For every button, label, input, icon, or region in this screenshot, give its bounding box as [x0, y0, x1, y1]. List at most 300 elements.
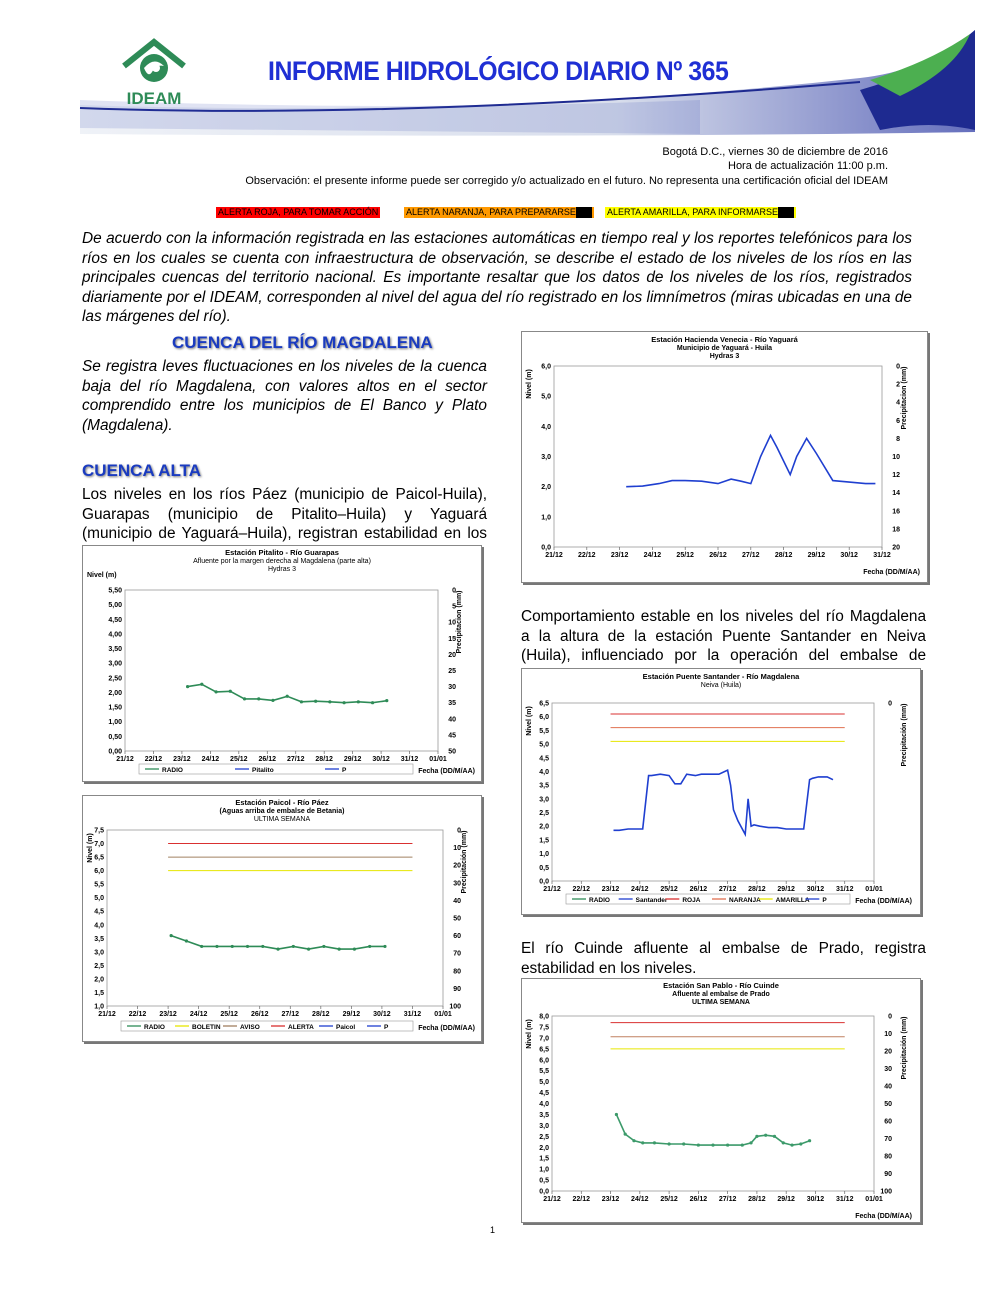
x-tick-label: 31/12 [835, 886, 854, 893]
chart-subtitle-2: ULTIMA SEMANA [253, 816, 311, 823]
y2-tick-label: 90 [453, 985, 461, 993]
y2-tick-label: 35 [448, 700, 456, 708]
plot-area [552, 1016, 874, 1191]
data-point [624, 1133, 627, 1136]
data-point [229, 690, 232, 693]
data-point [246, 945, 249, 948]
y2-tick-label: 25 [448, 668, 456, 675]
chart-subtitle: Municipio de Yaguará - Huila [676, 345, 773, 352]
y2-tick-label: 20 [453, 862, 461, 870]
x-tick-label: 21/12 [543, 886, 561, 893]
y-tick-label: 7,0 [94, 841, 104, 849]
series-line [616, 1114, 809, 1145]
data-point [790, 1143, 793, 1146]
data-point [292, 945, 295, 948]
x-tick-label: 01/01 [429, 756, 447, 763]
y2-tick-label: 10 [448, 619, 456, 627]
observation-line: Observación: el presente informe puede ser corregido y/o actualizado en el futuro. No representa una certificación oficial del IDEAM [245, 175, 888, 187]
y-tick-label: 0,0 [541, 544, 551, 552]
y-tick-label: 4,5 [94, 908, 104, 916]
y2-tick-label: 10 [884, 1031, 892, 1038]
y-tick-label: 3,0 [539, 1122, 549, 1130]
y-tick-label: 3,5 [539, 782, 549, 790]
report-title: INFORME HIDROLÓGICO DIARIO Nº 365 [268, 56, 729, 86]
y2-tick-label: 40 [884, 1083, 892, 1091]
x-tick-label: 27/12 [742, 552, 760, 559]
x-tick-label: 28/12 [312, 1011, 330, 1018]
chart-subtitle: Afluente por la margen derecha al Magdalena (parte alta) [193, 558, 371, 565]
y2-tick-label: 50 [453, 915, 461, 923]
y-tick-label: 2,0 [94, 976, 104, 984]
x-tick-label: 23/12 [610, 552, 629, 559]
y-tick-label: 3,0 [539, 796, 549, 804]
x-axis-label: Fecha (DD/M/AA) [855, 898, 912, 905]
x-tick-label: 21/12 [545, 552, 563, 559]
y-tick-label: 7,5 [539, 1024, 549, 1032]
y-tick-label: 2,5 [94, 962, 104, 970]
y2-axis-label: Precipitacion (mm) [456, 590, 463, 654]
y-tick-label: 6,0 [539, 714, 549, 722]
legend-label: P [384, 1024, 389, 1031]
plot-area [554, 366, 882, 547]
x-tick-label: 24/12 [643, 552, 662, 559]
y2-tick-label: 100 [449, 1003, 461, 1011]
x-tick-label: 22/12 [128, 1011, 147, 1018]
x-tick-label: 29/12 [777, 886, 795, 893]
y2-tick-label: 60 [884, 1118, 892, 1126]
y-tick-label: 0,50 [108, 733, 122, 741]
update-line: Hora de actualización 11:00 p.m. [728, 160, 888, 172]
y-tick-label: 7,5 [94, 827, 104, 835]
y2-tick-label: 0 [457, 827, 461, 835]
y2-tick-label: 14 [892, 490, 900, 498]
plot-area [107, 830, 443, 1006]
data-point [697, 1143, 700, 1146]
data-point [641, 1141, 644, 1144]
y-tick-label: 6,0 [539, 1057, 549, 1065]
y-tick-label: 0,00 [108, 748, 122, 756]
chart-pitalito [82, 545, 482, 782]
x-tick-label: 28/12 [748, 1196, 766, 1203]
y-tick-label: 6,0 [94, 868, 104, 876]
chart-santander-svg [522, 669, 920, 914]
y2-tick-label: 0 [888, 1013, 892, 1021]
x-tick-label: 21/12 [98, 1011, 116, 1018]
y2-tick-label: 10 [453, 845, 461, 853]
x-tick-label: 01/01 [865, 886, 883, 893]
y-axis-label: Nivel (m) [526, 369, 533, 399]
y2-tick-label: 100 [880, 1188, 892, 1196]
y2-tick-label: 90 [884, 1171, 892, 1178]
y-tick-label: 5,5 [539, 1068, 549, 1076]
data-point [170, 934, 173, 937]
data-point [200, 945, 203, 948]
y-tick-label: 4,0 [539, 768, 549, 776]
x-tick-label: 22/12 [572, 886, 591, 893]
y-tick-label: 4,0 [94, 922, 104, 930]
x-tick-label: 31/12 [403, 1011, 422, 1018]
legend-label: RADIO [162, 767, 183, 774]
legend-label: ROJA [682, 897, 701, 904]
y-tick-label: 1,0 [539, 851, 549, 859]
y-tick-label: 6,0 [541, 363, 551, 371]
chart-subtitle: Neiva (Huila) [700, 682, 742, 689]
y-tick-label: 5,00 [108, 602, 122, 610]
y2-tick-label: 30 [884, 1066, 892, 1073]
chart-sanpablo-svg [522, 979, 920, 1222]
y2-tick-label: 30 [448, 684, 456, 692]
x-tick-label: 27/12 [281, 1011, 300, 1018]
x-tick-label: 31/12 [873, 552, 891, 559]
x-tick-label: 26/12 [689, 886, 708, 893]
data-point [615, 1113, 618, 1116]
magdalena-paragraph: Se registra leves fluctuaciones en los niveles de la cuenca baja del río Magdalena, con valores altos en el sector comprendido entre los municipios de El Banco y Plato (Magdalena). [82, 358, 487, 434]
y-tick-label: 1,5 [539, 1155, 549, 1163]
data-point [749, 1141, 752, 1144]
x-tick-label: 27/12 [286, 756, 305, 763]
data-point [653, 1141, 656, 1144]
chart-santander [521, 668, 921, 915]
x-tick-label: 30/12 [372, 756, 390, 763]
chart-title: Estación Paicol - Río Páez [235, 798, 329, 807]
data-point [371, 701, 374, 704]
y2-tick-label: 0 [896, 363, 900, 371]
legend-label: P [342, 767, 347, 774]
alert-orange-label: ALERTA NARANJA, PARA PREPARARSE [406, 207, 576, 217]
y2-tick-label: 2 [896, 381, 900, 389]
legend-label: NARANJA [729, 897, 761, 904]
data-point [711, 1143, 714, 1146]
chart-subtitle-2: Hydras 3 [267, 566, 297, 573]
y2-tick-label: 45 [448, 732, 456, 740]
chart-subtitle-2: ULTIMA SEMANA [692, 999, 750, 1006]
x-tick-label: 25/12 [230, 756, 248, 763]
x-tick-label: 29/12 [807, 552, 826, 559]
legend-label: ALERTA [288, 1024, 314, 1031]
chart-venecia [521, 331, 928, 583]
legend-label: RADIO [144, 1024, 165, 1031]
y2-tick-label: 30 [453, 880, 461, 888]
x-tick-label: 28/12 [748, 886, 766, 893]
x-axis-label: Fecha (DD/M/AA) [418, 1025, 475, 1032]
y2-tick-label: 5 [452, 603, 456, 611]
x-tick-label: 27/12 [718, 1196, 737, 1203]
chart-subtitle: (Aguas arriba de embalse de Betania) [219, 808, 345, 815]
alert-red-label: ALERTA ROJA, PARA TOMAR ACCIÓN [218, 207, 379, 217]
x-tick-label: 25/12 [660, 1196, 678, 1203]
data-point [300, 700, 303, 703]
y-tick-label: 5,5 [94, 881, 104, 889]
data-point [682, 1142, 685, 1145]
y2-tick-label: 50 [884, 1101, 892, 1108]
x-tick-label: 21/12 [116, 756, 134, 763]
y-tick-label: 4,0 [539, 1101, 549, 1108]
data-point [286, 695, 289, 698]
data-point [322, 945, 325, 948]
x-tick-label: 29/12 [342, 1011, 361, 1018]
y-tick-label: 0,0 [539, 1188, 549, 1196]
y2-tick-label: 20 [448, 651, 456, 659]
y-tick-label: 1,5 [539, 837, 549, 845]
data-point [231, 945, 234, 948]
alert-yellow [605, 207, 796, 218]
chart-sanpablo [521, 978, 921, 1223]
logo-text: IDEAM [126, 89, 182, 108]
y2-tick-label: 20 [884, 1048, 892, 1056]
y-tick-label: 4,50 [108, 616, 122, 624]
intro-paragraph: De acuerdo con la información registrada en las estaciones automáticas en tiempo real y los reportes telefónicos para los ríos en los cuales se cuenta con infraestructura de observación, se describe el estado de los niveles de los ríos en las principales cuencas del territorio nacional. Es importante resaltar que los datos de los niveles de los ríos, registrados diariamente por el IDEAM, corresponden al nivel del agua del río registrado en los limnímetros (miras ubicadas en una de las márgenes del río). [82, 230, 912, 325]
x-tick-label: 28/12 [774, 552, 793, 559]
chart-title: Estación Puente Santander - Río Magdalena [642, 672, 800, 681]
data-point [328, 700, 331, 703]
data-point [385, 699, 388, 702]
x-tick-label: 01/01 [865, 1196, 883, 1203]
y-tick-label: 3,50 [108, 646, 122, 654]
data-point [307, 948, 310, 951]
y-tick-label: 1,5 [94, 989, 104, 997]
data-point [667, 1142, 670, 1145]
data-point [741, 1143, 744, 1146]
series-line [171, 936, 385, 950]
x-tick-label: 24/12 [189, 1011, 208, 1018]
y-tick-label: 4,00 [108, 631, 122, 639]
data-point [782, 1141, 785, 1144]
y-tick-label: 5,0 [539, 741, 549, 749]
x-tick-label: 26/12 [689, 1196, 708, 1203]
data-point [276, 948, 279, 951]
legend-label: RADIO [589, 897, 610, 904]
y-tick-label: 5,50 [108, 587, 122, 595]
x-tick-label: 30/12 [806, 1196, 825, 1203]
heading-magdalena: CUENCA DEL RÍO MAGDALENA [172, 333, 433, 352]
y-axis-label: Nivel (m) [526, 1019, 533, 1049]
x-tick-label: 26/12 [250, 1011, 269, 1018]
y2-tick-label: 70 [884, 1136, 892, 1143]
alert-red [216, 207, 380, 218]
y-tick-label: 6,5 [94, 854, 104, 862]
x-tick-label: 29/12 [777, 1196, 795, 1203]
y-tick-label: 2,0 [539, 1144, 549, 1152]
y-tick-label: 3,0 [541, 454, 551, 461]
y-tick-label: 4,5 [539, 755, 549, 763]
legend-label: AVISO [240, 1024, 260, 1031]
y2-axis-label: Precipitación (mm) [901, 1016, 908, 1080]
x-tick-label: 24/12 [631, 886, 649, 893]
y2-tick-label: 12 [892, 472, 900, 480]
data-point [357, 700, 360, 703]
cuenca-alta-paragraph: Los niveles en los ríos Páez (municipio de Paicol-Huila), Guarapas (municipio de Pitalito–Huila) y Yaguará (municipio de Yaguará–Huila), registran estabilidad en los [82, 486, 487, 542]
y-tick-label: 4,0 [541, 423, 551, 431]
y-tick-label: 0,5 [539, 864, 549, 872]
y-tick-label: 5,5 [539, 727, 549, 735]
data-point [214, 690, 217, 693]
data-point [726, 1143, 729, 1146]
data-point [755, 1135, 758, 1138]
plot-area [125, 590, 438, 751]
y-tick-label: 0,5 [539, 1177, 549, 1185]
y2-tick-label: 20 [892, 544, 900, 552]
x-tick-label: 23/12 [601, 1196, 620, 1203]
legend-label: AMARILLA [775, 897, 810, 904]
y-axis-label: Nivel (m) [87, 833, 94, 863]
series-line [188, 684, 387, 702]
data-point [632, 1139, 635, 1142]
x-axis-label: Fecha (DD/M/AA) [863, 569, 920, 576]
x-tick-label: 22/12 [578, 552, 596, 559]
y-tick-label: 7,0 [539, 1035, 549, 1043]
y2-tick-label: 15 [448, 635, 456, 643]
y2-tick-label: 16 [892, 508, 900, 516]
chart-subtitle: Afluente al embalse de Prado [672, 991, 770, 998]
x-tick-label: 25/12 [676, 552, 694, 559]
chart-paicol-svg [83, 796, 481, 1041]
chart-title: Estación San Pablo - Río Cuinde [663, 981, 779, 990]
series-line [626, 435, 875, 486]
y-tick-label: 6,5 [539, 700, 549, 708]
x-tick-label: 30/12 [840, 552, 858, 559]
y2-tick-label: 10 [892, 454, 900, 461]
x-tick-label: 28/12 [315, 756, 333, 763]
y2-tick-label: 0 [888, 700, 892, 708]
x-tick-label: 25/12 [660, 886, 678, 893]
x-tick-label: 24/12 [201, 756, 220, 763]
data-point [261, 945, 264, 948]
y2-tick-label: 80 [884, 1153, 892, 1161]
y-tick-label: 1,00 [108, 719, 122, 727]
y2-tick-label: 0 [452, 587, 456, 595]
y-tick-label: 0,0 [539, 878, 549, 886]
x-tick-label: 22/12 [144, 756, 163, 763]
legend-label: Pitalito [252, 767, 274, 774]
y-tick-label: 1,0 [94, 1003, 104, 1011]
x-tick-label: 25/12 [220, 1011, 238, 1018]
y-tick-label: 5,0 [541, 393, 551, 401]
x-tick-label: 23/12 [159, 1011, 177, 1018]
chart-venecia-svg [522, 332, 927, 582]
x-tick-label: 31/12 [400, 756, 419, 763]
y-tick-label: 6,5 [539, 1046, 549, 1054]
y2-tick-label: 60 [453, 933, 461, 941]
y-tick-label: 1,0 [541, 514, 551, 522]
y2-tick-label: 8 [896, 435, 900, 443]
y2-tick-label: 50 [448, 748, 456, 756]
y2-tick-label: 80 [453, 968, 461, 976]
plot-area [552, 703, 874, 881]
y2-tick-label: 18 [892, 526, 900, 534]
x-tick-label: 24/12 [631, 1196, 649, 1203]
y-tick-label: 2,5 [539, 1133, 549, 1141]
y2-tick-label: 6 [896, 417, 900, 425]
data-point [215, 945, 218, 948]
y-tick-label: 3,5 [539, 1111, 549, 1119]
y-tick-label: 5,0 [94, 895, 104, 903]
y-axis-label: Nivel (m) [87, 572, 117, 579]
y-tick-label: 1,0 [539, 1166, 549, 1174]
y2-axis-label: Precipitacion (mm) [901, 366, 908, 430]
legend-label: Santander [635, 897, 668, 904]
y-tick-label: 2,00 [108, 689, 122, 697]
cuinde-paragraph: El río Cuinde afluente al embalse de Prado, registra estabilidad en los niveles. [521, 940, 926, 977]
legend-label: P [822, 897, 827, 904]
y-tick-label: 1,50 [108, 704, 122, 712]
y-axis-label: Nivel (m) [526, 706, 533, 736]
series-line [614, 770, 834, 834]
y-tick-label: 2,0 [539, 823, 549, 831]
x-tick-label: 23/12 [173, 756, 191, 763]
x-tick-label: 30/12 [373, 1011, 391, 1018]
x-tick-label: 30/12 [806, 886, 825, 893]
y2-tick-label: 70 [453, 950, 461, 958]
data-point [314, 700, 317, 703]
x-tick-label: 26/12 [709, 552, 727, 559]
data-point [271, 699, 274, 702]
y-tick-label: 3,5 [94, 935, 104, 943]
chart-pitalito-svg [83, 546, 481, 781]
x-tick-label: 22/12 [572, 1196, 591, 1203]
legend-label: BOLETIN [192, 1024, 221, 1031]
data-point [343, 701, 346, 704]
data-point [257, 697, 260, 700]
chart-subtitle-2: Hydras 3 [709, 353, 740, 360]
y-tick-label: 2,5 [539, 810, 549, 818]
chart-paicol [82, 795, 482, 1042]
data-point [773, 1135, 776, 1138]
data-point [243, 697, 246, 700]
data-point [764, 1134, 767, 1137]
x-tick-label: 01/01 [434, 1011, 452, 1018]
x-axis-label: Fecha (DD/M/AA) [855, 1213, 912, 1220]
y2-tick-label: 40 [453, 897, 461, 905]
x-tick-label: 31/12 [835, 1196, 854, 1203]
y-tick-label: 2,50 [108, 675, 122, 683]
y2-axis-label: Precipitación (mm) [901, 703, 908, 767]
alert-yellow-label: ALERTA AMARILLA, PARA INFORMARSE [607, 207, 779, 217]
chart-title: Estación Pitalito - Río Guarapas [225, 548, 339, 557]
x-axis-label: Fecha (DD/M/AA) [418, 768, 475, 775]
y-tick-label: 3,0 [94, 949, 104, 957]
page-number: 1 [490, 1225, 496, 1235]
chart-title: Estación Hacienda Venecia - Río Yaguará [651, 335, 798, 344]
date-line: Bogotá D.C., viernes 30 de diciembre de 2016 [662, 146, 888, 158]
y-tick-label: 5,0 [539, 1079, 549, 1087]
santander-paragraph: Comportamiento estable en los niveles del río Magdalena a la altura de la estación Puente Santander en Neiva (Huila), influenciado por la operación del embalse de [521, 608, 926, 664]
ideam-logo-icon [118, 38, 190, 88]
data-point [368, 945, 371, 948]
data-point [338, 948, 341, 951]
y2-tick-label: 4 [896, 399, 900, 407]
y-tick-label: 3,00 [108, 660, 122, 668]
heading-cuenca-alta: CUENCA ALTA [82, 461, 201, 480]
y-tick-label: 8,0 [539, 1013, 549, 1021]
x-tick-label: 27/12 [718, 886, 737, 893]
data-point [383, 945, 386, 948]
y-tick-label: 2,0 [541, 484, 551, 492]
alert-orange [404, 207, 594, 218]
x-tick-label: 21/12 [543, 1196, 561, 1203]
y2-axis-label: Precipitación (mm) [461, 830, 468, 894]
data-point [353, 948, 356, 951]
legend-label: Paicol [336, 1024, 356, 1031]
data-point [808, 1139, 811, 1142]
data-point [200, 683, 203, 686]
data-point [186, 685, 189, 688]
x-tick-label: 26/12 [258, 756, 277, 763]
data-point [185, 939, 188, 942]
y2-tick-label: 40 [448, 716, 456, 724]
logo [118, 38, 190, 108]
y-tick-label: 4,5 [539, 1090, 549, 1098]
x-tick-label: 29/12 [343, 756, 362, 763]
